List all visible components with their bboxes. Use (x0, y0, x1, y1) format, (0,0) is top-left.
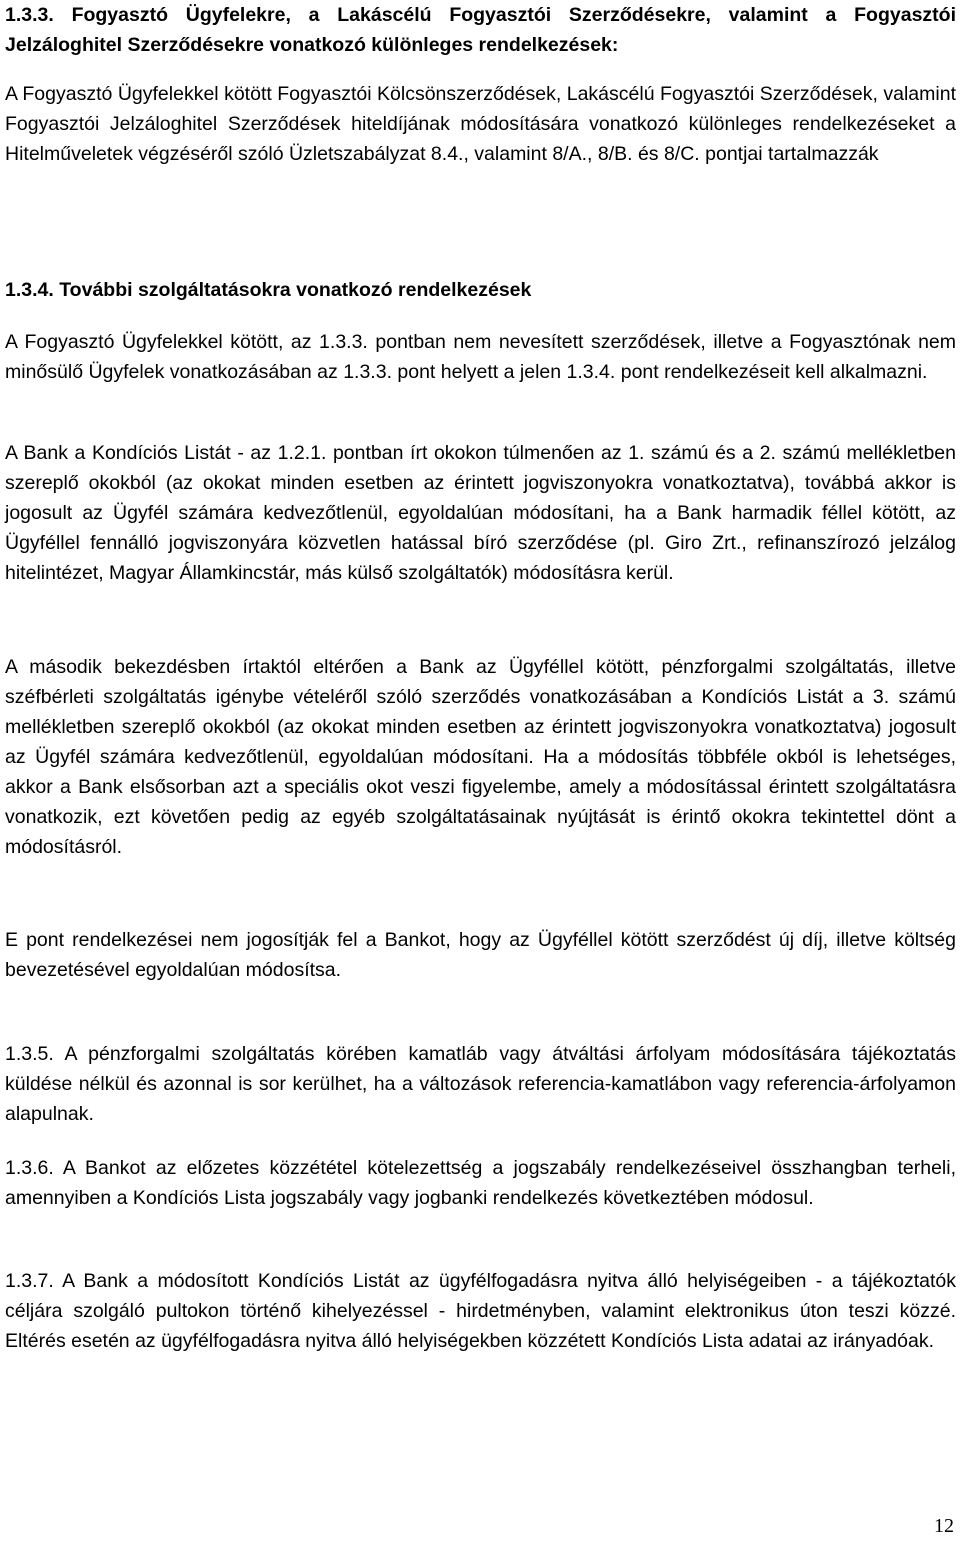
section-1-3-4-number: 1.3.4. (5, 279, 54, 301)
section-1-3-4-paragraph-3: A második bekezdésben írtaktól eltérően a Bank az Ügyféllel kötött, pénzforgalmi szolgáltatás, illetve széfbérleti szolgáltatás igénybe vételéről szóló szerződés vonatkozásában a Kondíciós Listát a 3. számú mellékletben szereplő okokból (az okokat minden esetben az érintett jogviszonyokra vonatkoztatva) jogosult az Ügyfél számára kedvezőtlenül, egyoldalúan módosítani. Ha a módosítás többféle okból is lehetséges, akkor a Bank elsősorban azt a speciális okot veszi figyelembe, amely a módosítással érintett szolgáltatásra vonatkozik, ezt követően pedig az egyéb szolgáltatásainak nyújtását is érintő okokra tekintettel dönt a módosításról. (5, 656, 956, 858)
page-number: 12 (934, 1515, 954, 1537)
section-1-3-6-paragraph: 1.3.6. A Bankot az előzetes közzététel kötelezettség a jogszabály rendelkezéseivel összhangban terheli, amennyiben a Kondíciós Lista jogszabály vagy jogbanki rendelkezés következtében módosul. (5, 1157, 956, 1209)
section-1-3-5-paragraph: 1.3.5. A pénzforgalmi szolgáltatás körében kamatláb vagy átváltási árfolyam módosítására tájékoztatás küldése nélkül és azonnal is sor kerülhet, ha a változások referencia-kamatlábon vagy referencia-árfolyamon alapulnak. (5, 1043, 956, 1125)
section-1-3-4-title: További szolgáltatásokra vonatkozó rendelkezések (59, 279, 532, 301)
section-1-3-7-paragraph: 1.3.7. A Bank a módosított Kondíciós Listát az ügyfélfogadásra nyitva álló helyiségeiben - a tájékoztatók céljára szolgáló pultokon történő kihelyezéssel - hirdetményben, valamint elektronikus úton teszi közzé. Eltérés esetén az ügyfélfogadásra nyitva álló helyiségekben közzétett Kondíciós Lista adatai az irányadóak. (5, 1270, 956, 1352)
section-1-3-4-paragraph-4: E pont rendelkezései nem jogosítják fel a Bankot, hogy az Ügyféllel kötött szerződést új díj, illetve költség bevezetésével egyoldalúan módosítsa. (5, 929, 956, 981)
section-1-3-3-number: 1.3.3. (5, 4, 54, 26)
section-1-3-4-paragraph-2: A Bank a Kondíciós Listát - az 1.2.1. pontban írt okokon túlmenően az 1. számú és a 2. számú mellékletben szereplő okokból (az okokat minden esetben az érintett jogviszonyokra vonatkoztatva), továbbá akkor is jogosult az Ügyfél számára kedvezőtlenül, egyoldalúan módosítani, ha a Bank harmadik féllel kötött, az Ügyféllel fennálló jogviszonyára közvetlen hatással bíró szerződése (pl. Giro Zrt., refinanszírozó jelzálog hitelintézet, Magyar Államkincstár, más külső szolgáltatók) módosításra kerül. (5, 442, 956, 584)
section-1-3-3-body: A Fogyasztó Ügyfelekkel kötött Fogyasztói Kölcsönszerződések, Lakáscélú Fogyasztói Szerződések, valamint Fogyasztói Jelzáloghitel Szerződések hiteldíjának módosítására vonatkozó különleges rendelkezéseket a Hitelműveletek végzéséről szóló Üzletszabályzat 8.4., valamint 8/A., 8/B. és 8/C. pontjai tartalmazzák (5, 83, 956, 165)
section-1-3-4-heading (5, 275, 956, 305)
section-1-3-4-paragraph-1: A Fogyasztó Ügyfelekkel kötött, az 1.3.3. pontban nem nevesített szerződések, illetve a Fogyasztónak nem minősülő Ügyfelek vonatkozásában az 1.3.3. pont helyett a jelen 1.3.4. pont rendelkezéseit kell alkalmazni. (5, 331, 956, 383)
section-1-3-3-title: Fogyasztó Ügyfelekre, a Lakáscélú Fogyasztói Szerződésekre, valamint a Fogyasztói Jelzáloghitel Szerződésekre vonatkozó különleges rendelkezések: (5, 4, 956, 56)
section-1-3-3-heading (5, 0, 956, 60)
